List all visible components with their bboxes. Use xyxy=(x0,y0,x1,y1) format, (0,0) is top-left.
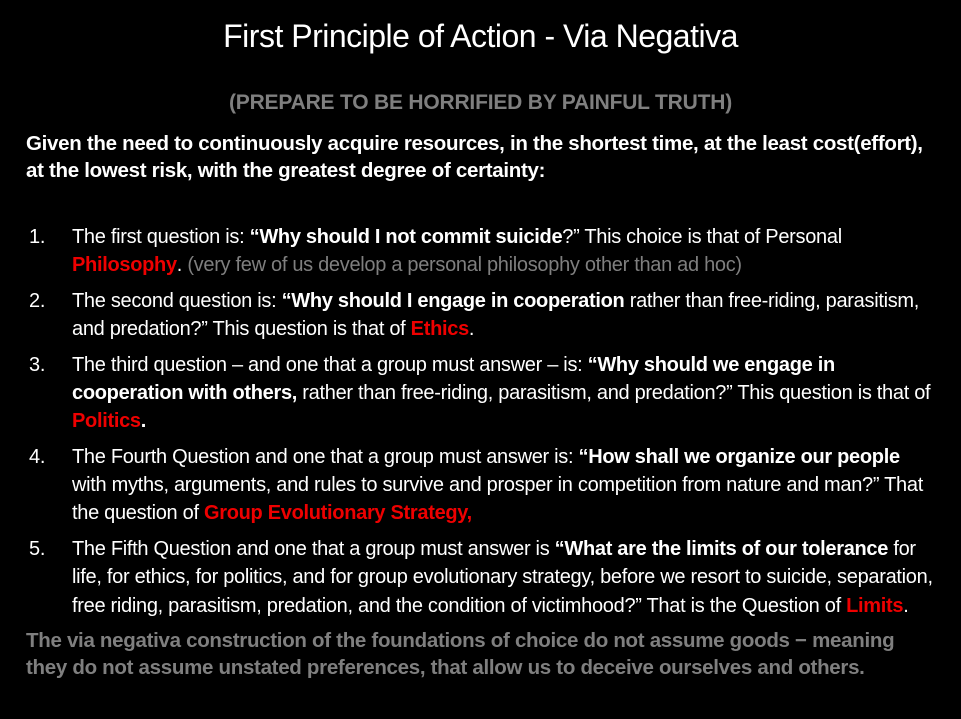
list-item-text xyxy=(72,354,930,433)
list-item-text xyxy=(72,446,923,525)
text-segment-bold: “Why should we engage in cooperation with others, xyxy=(72,353,835,404)
list-item xyxy=(26,287,935,344)
text-segment-regular: . xyxy=(468,318,475,341)
text-segment-red: Politics xyxy=(72,410,141,433)
text-segment-regular: The first question is: xyxy=(72,225,250,248)
list-item-number: 5. xyxy=(29,537,46,560)
text-segment-regular: The third question – and one that a group must answer – is: xyxy=(72,353,588,376)
text-segment-regular: . xyxy=(903,594,909,617)
list-item xyxy=(26,535,935,620)
list-item-number: 4. xyxy=(29,445,46,468)
text-segment-red: Limits xyxy=(846,594,904,617)
text-segment-bold: “Why should I engage in cooperation xyxy=(281,289,625,312)
text-segment-regular: rather than free-riding, parasitism, and predation?” This question is that of xyxy=(72,289,920,341)
slide-title: First Principle of Action - Via Negativa xyxy=(223,18,738,54)
text-segment-red: Philosophy xyxy=(72,254,177,277)
text-segment-bold: “What are the limits of our tolerance xyxy=(554,537,889,560)
text-segment-bold: “How shall we organize our people xyxy=(578,445,900,468)
list-item-number: 3. xyxy=(29,353,46,376)
list-item xyxy=(26,443,935,528)
text-segment-regular: The Fourth Question and one that a group must answer is: xyxy=(72,445,579,468)
text-segment-red: Group Evolutionary Strategy, xyxy=(203,502,472,525)
text-segment-regular: The Fifth Question and one that a group must answer is xyxy=(72,537,555,560)
intro-paragraph: Given the need to continuously acquire resources, in the shortest time, at the least cost(effort), at the lowest risk, with the greatest degree of certainty: xyxy=(26,132,923,183)
list-item xyxy=(26,223,935,280)
text-segment-bold: . xyxy=(140,410,146,433)
list-item-number: 2. xyxy=(29,289,46,312)
list-item-text xyxy=(72,226,842,276)
list-item-text xyxy=(72,538,933,617)
text-segment-red: Ethics xyxy=(410,318,469,341)
text-segment-regular: with myths, arguments, and rules to survive and prosper in competition from nature and man?” That the question of xyxy=(72,474,923,525)
question-list xyxy=(26,223,935,620)
list-item xyxy=(26,351,935,436)
text-segment-regular: for life, for ethics, for politics, and for group evolutionary strategy, before we resort to suicide, separation, free riding, parasitism, predation, and the condition of victimhood?” That is the Question of xyxy=(72,537,933,617)
text-segment-gray: (very few of us develop a personal philosophy other than ad hoc) xyxy=(187,254,742,277)
list-item-number: 1. xyxy=(29,225,46,248)
text-segment-bold: “Why should I not commit suicide xyxy=(249,225,563,248)
text-segment-regular: rather than free-riding, parasitism, and predation?” This question is that of xyxy=(297,381,931,404)
list-item-text xyxy=(72,290,919,340)
footer-note: The via negativa construction of the foundations of choice do not assume goods − meaning they do not assume unstated preferences, that allow us to deceive ourselves and others. xyxy=(26,629,895,680)
text-segment-regular: The second question is: xyxy=(72,289,282,312)
text-segment-regular: . xyxy=(176,254,188,277)
text-segment-regular: ?” This choice is that of Personal xyxy=(562,225,842,248)
slide-subtitle: (PREPARE TO BE HORRIFIED BY PAINFUL TRUTH) xyxy=(228,91,732,114)
